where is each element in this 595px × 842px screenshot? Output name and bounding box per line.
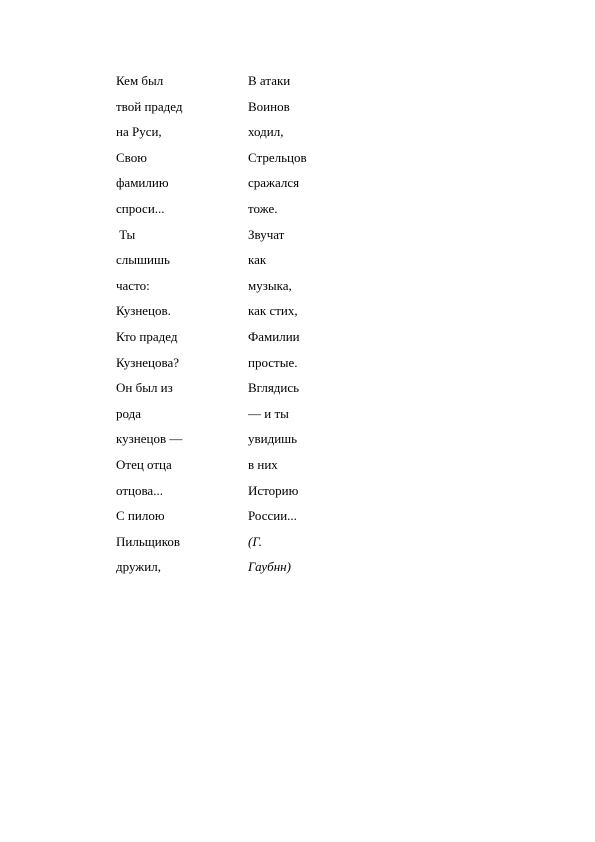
poem-line: Кузнецов. — [116, 303, 171, 319]
poem-line: — и ты — [248, 405, 289, 421]
poem-line: России... — [248, 508, 297, 524]
poem-line: ходил, — [248, 124, 284, 140]
poem-line: Вглядись — [248, 380, 300, 396]
poem-line: Ты — [116, 226, 136, 242]
poem-line: отцова... — [116, 482, 163, 498]
poem-line: Пильщиков — [116, 533, 181, 549]
poem-line: С пилою — [116, 508, 165, 524]
poem-line: в них — [248, 456, 278, 472]
poem-left-column — [116, 72, 236, 584]
poem-line: простые. — [248, 354, 298, 370]
poem-line: Кем был — [116, 73, 164, 88]
poem-line: тоже. — [248, 200, 278, 216]
poem-line: фамилию — [116, 175, 169, 191]
poem-author-line: Гаубнн) — [248, 559, 291, 575]
poem-line: на Руси, — [116, 124, 162, 140]
poem-line: как стих, — [248, 303, 298, 319]
poem-line: сражался — [248, 175, 300, 191]
poem-line: Кто прадед — [116, 328, 178, 344]
poem-line: часто: — [116, 277, 150, 293]
poem-line: спроси... — [116, 200, 165, 216]
poem-line: Историю — [248, 482, 299, 498]
poem-line: твой прадед — [116, 98, 183, 114]
poem-line: как — [248, 252, 267, 268]
poem-right-column — [248, 72, 368, 584]
poem-line: В атаки — [248, 73, 291, 88]
poem-line: Кузнецова? — [116, 354, 180, 370]
poem-line: Отец отца — [116, 456, 172, 472]
poem-line: увидишь — [248, 431, 298, 447]
poem-line: дружил, — [116, 559, 161, 575]
poem-line: Фамилии — [248, 328, 300, 344]
poem-line: кузнецов — — [116, 431, 183, 447]
poem-line: Стрельцов — [248, 149, 307, 165]
poem-line: слышишь — [116, 252, 170, 268]
poem-line: Воинов — [248, 98, 290, 114]
poem-line: рода — [116, 405, 142, 421]
poem-line: музыка, — [248, 277, 292, 293]
poem-line: Звучат — [248, 226, 285, 242]
poem-line: Свою — [116, 149, 147, 165]
poem-author-line: (Г. — [248, 533, 262, 549]
poem-line: Он был из — [116, 380, 173, 396]
